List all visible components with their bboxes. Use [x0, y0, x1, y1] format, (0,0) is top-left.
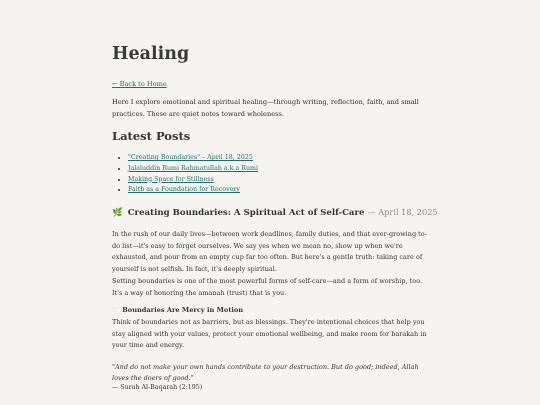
intro-text: Here I explore emotional and spiritual healing—through writing, reflection, faith, and small practices. These are quiet notes toward wholeness. [112, 98, 419, 118]
heart-icon: ♡ [112, 306, 118, 314]
post-link-rumi[interactable]: Jalaluddin Rumi Rahmatullah a.k.a Rumi [128, 164, 258, 172]
list-item [128, 185, 258, 196]
post-heading [112, 207, 442, 218]
post-title: Creating Boundaries: A Spiritual Act of Self-Care [127, 208, 365, 218]
post-date: — April 18, 2025 [367, 207, 438, 217]
post-paragraph-1: In the rush of our daily lives—between work deadlines, family duties, and that ever-growing to-do list—it's easy to forget ourselves. We say yes when we mean no, show up when we're exhausted, and pour from an empty cup far too often. But here's a gentle truth: taking care of yourself is not selfish. In fact, it's deeply spiritual. [112, 230, 427, 274]
post-link-creating-boundaries[interactable]: "Creating Boundaries" – April 18, 2025 [128, 154, 253, 161]
post-link-stillness[interactable]: Making Space for Stillness [128, 175, 214, 183]
post-link-faith[interactable]: Faith as a Foundation for Recovery [128, 186, 240, 194]
subheading-text: Boundaries Are Mercy in Motion [122, 306, 244, 314]
post-paragraph-2: Setting boundaries is one of the most powerful forms of self-care—and a form of worship, too. It's a way of honoring the amanah (trust) that is you. [112, 277, 423, 297]
quote-text: "And do not make your own hands contribute to your destruction. But do good; indeed, Allah loves the doers of good." [112, 363, 419, 383]
post-subheading [112, 306, 243, 314]
latest-posts-heading: Latest Posts [112, 129, 191, 143]
quote-citation: — Surah Al-Baqarah (2:195) [112, 384, 203, 391]
list-item [128, 153, 258, 164]
back-to-home-link[interactable]: ← Back to Home [112, 80, 167, 88]
leaf-icon: 🌿 [112, 208, 123, 218]
list-item [128, 175, 258, 186]
post-paragraph-3: Think of boundaries not as barriers, but as blessings. They're intentional choices that help you stay aligned with your values, protect your emotional wellbeing, and make room for barakah in your time and energy. [112, 318, 427, 350]
list-item [128, 164, 258, 175]
latest-posts-list [112, 153, 258, 196]
page-title: Healing [112, 44, 190, 64]
